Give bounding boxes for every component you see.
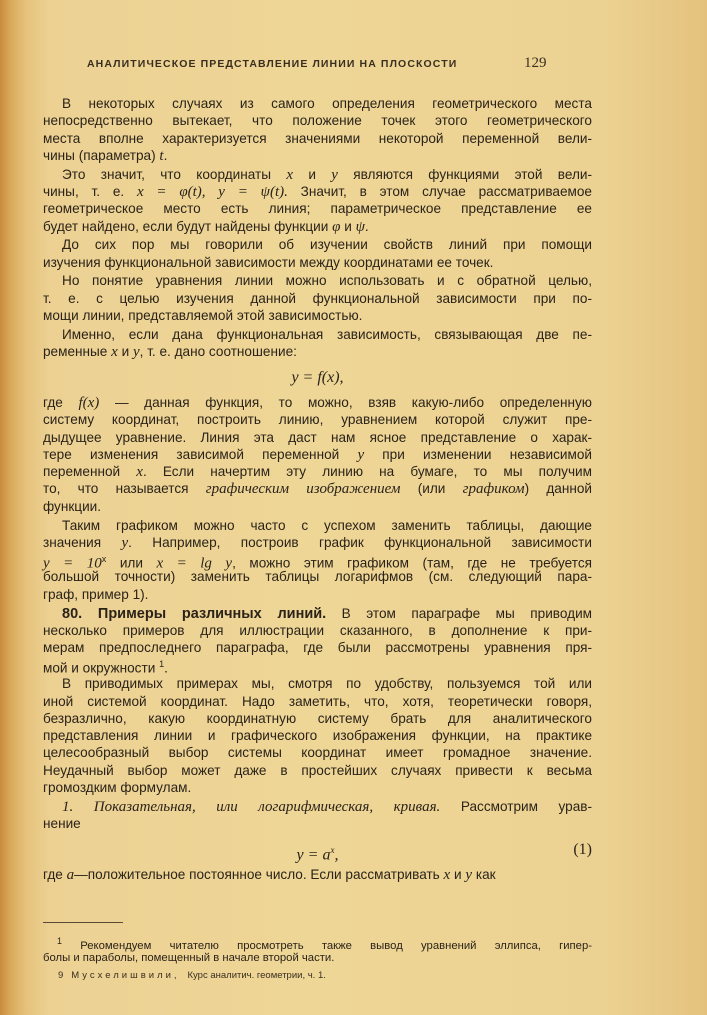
text-run: До сих пор мы говорили об изучении свойств линий при помощи bbox=[62, 237, 592, 253]
sheet-number: 9 bbox=[58, 970, 64, 981]
text-line bbox=[43, 166, 592, 183]
italic-text: x bbox=[136, 464, 143, 481]
text-line bbox=[43, 866, 592, 883]
text-run: —положительное постоянное число. Если рассматривать bbox=[74, 866, 444, 882]
text-run: чины (параметра) bbox=[43, 147, 160, 163]
italic-text: y = 10 bbox=[43, 555, 102, 572]
footnote-marker: 1 bbox=[57, 936, 63, 946]
italic-text: y bbox=[132, 344, 140, 361]
text-run: систему координат, построить линию, уравнением которой служит пре- bbox=[43, 412, 592, 428]
text-line bbox=[43, 200, 592, 217]
italic-text: φ bbox=[332, 218, 341, 235]
text-run: значения bbox=[43, 534, 122, 550]
text-line bbox=[43, 517, 592, 534]
formula-text: y = a bbox=[296, 846, 331, 864]
text-line bbox=[43, 112, 592, 129]
footnote-divider bbox=[43, 922, 123, 923]
text-run: мощи линии, представляемой этой зависимостью. bbox=[43, 308, 363, 324]
text-run: Именно, если дана функциональная зависимость, связывающая две пе- bbox=[62, 326, 592, 342]
text-line bbox=[43, 568, 592, 585]
text-run: несколько примеров для иллюстрации сказанного, в дополнение к при- bbox=[43, 622, 592, 638]
text-run: ) данной bbox=[524, 481, 593, 497]
superscript: 1 bbox=[159, 659, 165, 670]
text-run: граф, пример 1). bbox=[43, 586, 149, 602]
text-line bbox=[43, 498, 592, 515]
text-line bbox=[43, 586, 592, 603]
text-line bbox=[43, 272, 592, 289]
text-line bbox=[43, 675, 592, 692]
text-line bbox=[43, 429, 592, 446]
text-line bbox=[43, 798, 592, 815]
text-run: громоздким формулам. bbox=[43, 779, 192, 795]
text-run: непосредственно вытекает, что положение точек этого геометрического bbox=[43, 113, 592, 129]
page-number: 129 bbox=[524, 55, 547, 71]
signature-author: Мусхелишвили, bbox=[71, 970, 180, 981]
text-run: будет найдено, если будут найдены функции bbox=[43, 218, 333, 234]
text-run: Рассмотрим урав- bbox=[440, 798, 592, 814]
text-run: (или bbox=[400, 481, 463, 497]
text-run: мерам предпоследнего параграфа, где были рассмотрены уравнения пря- bbox=[43, 640, 592, 656]
paragraph bbox=[43, 675, 592, 796]
paragraph bbox=[43, 326, 592, 361]
text-run: , можно этим графиком (там, где не требуется bbox=[232, 555, 592, 571]
footnote bbox=[43, 934, 592, 969]
text-run: Но понятие уравнения линии можно использовать и с обратной целью, bbox=[62, 273, 592, 289]
text-line bbox=[43, 815, 592, 832]
text-line bbox=[43, 254, 592, 271]
italic-text: t bbox=[159, 147, 164, 164]
text-run: переменной bbox=[43, 464, 137, 480]
italic-text: y bbox=[357, 446, 365, 463]
text-line bbox=[43, 326, 592, 343]
text-run: представления линии и графического изображения функции, на практике bbox=[43, 728, 592, 744]
footnote-text: Рекомендуем читателю просмотреть также вывод уравнений эллипса, гипер- bbox=[80, 939, 592, 952]
text-run: при изменении независимой bbox=[364, 446, 592, 462]
text-run: мой и окружности bbox=[43, 660, 160, 676]
text-run: являются функциями этой вели- bbox=[337, 166, 592, 182]
text-line bbox=[43, 290, 592, 307]
paragraph bbox=[43, 866, 592, 883]
text-run: Это значит, что координаты bbox=[62, 166, 287, 182]
text-line bbox=[43, 480, 592, 497]
text-line bbox=[43, 727, 592, 744]
text-run: изучения функциональной зависимости между координатами ее точек. bbox=[43, 254, 494, 270]
text-run: . bbox=[164, 660, 168, 676]
formula bbox=[43, 834, 592, 866]
paragraph bbox=[43, 394, 592, 515]
text-line bbox=[43, 744, 592, 761]
text-run: Таким графиком можно часто с успехом заменить таблицы, дающие bbox=[62, 517, 592, 533]
text-run: места вполне характеризуется значениями некоторой переменной вели- bbox=[43, 130, 592, 146]
text-line bbox=[43, 710, 592, 727]
text-run: геометрическое место есть линия; параметрическое представление ее bbox=[43, 201, 592, 217]
text-run: и bbox=[293, 166, 332, 182]
formula-exponent: x bbox=[330, 844, 335, 855]
text-line bbox=[43, 130, 592, 147]
text-run: и bbox=[450, 866, 466, 882]
text-run: и bbox=[117, 344, 133, 360]
text-run: или bbox=[106, 555, 157, 571]
text-run: дыдущее уравнение. Линия эта даст нам ясное представление о харак- bbox=[43, 429, 592, 445]
text-run: и bbox=[340, 218, 356, 234]
paragraph bbox=[43, 517, 592, 603]
running-title: АНАЛИТИЧЕСКОЕ ПРЕДСТАВЛЕНИЕ ЛИНИИ НА ПЛОСКОСТИ bbox=[87, 58, 458, 70]
body-text bbox=[43, 95, 592, 885]
signature-title: Курс аналитич. геометрии, ч. 1. bbox=[187, 970, 326, 981]
text-line bbox=[43, 463, 592, 480]
text-line bbox=[43, 622, 592, 639]
text-line bbox=[43, 343, 592, 360]
italic-text: x = φ(t), y = ψ(t). bbox=[136, 183, 288, 200]
paragraph bbox=[43, 95, 592, 164]
italic-text: x = lg y bbox=[156, 555, 233, 572]
text-line bbox=[43, 656, 592, 676]
text-line bbox=[43, 183, 592, 200]
formula-punct: , bbox=[334, 846, 339, 864]
equation-number: (1) bbox=[573, 840, 592, 858]
italic-text: графическим изображением bbox=[205, 481, 401, 498]
text-line bbox=[43, 605, 592, 622]
paragraph bbox=[43, 166, 592, 235]
text-run: где bbox=[43, 866, 67, 882]
text-line bbox=[43, 236, 592, 253]
text-line bbox=[43, 394, 592, 411]
text-run: В приводимых примерах мы, смотря по удобству, пользуемся той или bbox=[62, 676, 592, 692]
text-run: как bbox=[472, 866, 496, 882]
paragraph bbox=[43, 236, 592, 271]
text-line bbox=[43, 779, 592, 796]
text-line bbox=[43, 147, 592, 164]
italic-text: f(x) bbox=[78, 394, 100, 411]
text-run: иной системой координат. Надо заметить, что, хотя, теоретически говоря, bbox=[43, 693, 592, 709]
footnote-line: болы и параболы, помещенный в начале второй части. bbox=[43, 952, 335, 965]
text-run: . Например, построив график функциональной зависимости bbox=[128, 534, 592, 550]
italic-text: y bbox=[121, 534, 129, 551]
text-line bbox=[43, 446, 592, 463]
text-run: т. е. с целью изучения данной функциональной зависимости при по- bbox=[43, 290, 592, 306]
italic-text: y bbox=[465, 866, 473, 883]
text-run: целесообразный выбор системы координат имеет громадное значение. bbox=[43, 745, 592, 761]
text-line bbox=[43, 307, 592, 324]
text-run: Значит, в этом случае рассматриваемое bbox=[287, 183, 592, 199]
text-line bbox=[43, 411, 592, 428]
italic-text: y bbox=[331, 166, 338, 183]
text-line bbox=[43, 95, 592, 112]
text-line bbox=[43, 693, 592, 710]
italic-text: ψ bbox=[355, 218, 365, 235]
section-heading: 80. Примеры различных линий. bbox=[62, 605, 327, 622]
text-line bbox=[43, 534, 592, 551]
footnote-line bbox=[43, 934, 592, 951]
text-run: нение bbox=[43, 816, 81, 832]
paragraph bbox=[43, 272, 592, 324]
text-run: . Если начертим эту линию на бумаге, то мы получим bbox=[142, 464, 592, 480]
text-run: ременные bbox=[43, 344, 112, 360]
text-run: В некоторых случаях из самого определения геометрического места bbox=[62, 96, 592, 111]
text-run: . bbox=[364, 218, 369, 234]
superscript: x bbox=[101, 554, 107, 565]
italic-text: x bbox=[443, 866, 451, 883]
italic-text: 1. Показательная, или логарифмическая, кривая. bbox=[62, 798, 441, 815]
text-run: тере изменения зависимой переменной bbox=[43, 446, 358, 462]
paragraph bbox=[43, 798, 592, 833]
text-run: то, что называется bbox=[43, 481, 206, 497]
text-run: большой точности) заменить таблицы логарифмов (см. следующий пара- bbox=[43, 569, 592, 585]
italic-text: графиком bbox=[462, 481, 525, 498]
text-run: функции. bbox=[43, 498, 102, 514]
paragraph bbox=[43, 605, 592, 674]
formula bbox=[43, 362, 592, 394]
formula-text: y = f(x), bbox=[291, 368, 344, 386]
text-line bbox=[43, 551, 592, 572]
text-run: безразлично, какую координатную систему брать для аналитического bbox=[43, 710, 592, 726]
text-run: . bbox=[163, 147, 168, 163]
text-run: Неудачный выбор может даже в простейших случаях привести к весьма bbox=[43, 762, 592, 778]
text-run: — данная функция, то можно, взяв какую-либо определенную bbox=[99, 394, 592, 410]
text-line bbox=[43, 639, 592, 656]
text-run: где bbox=[43, 394, 79, 410]
text-line bbox=[43, 762, 592, 779]
text-run: , т. е. дано соотношение: bbox=[139, 344, 297, 360]
text-run: чины, т. е. bbox=[43, 183, 137, 199]
printer-signature bbox=[58, 970, 326, 981]
italic-text: x bbox=[286, 166, 294, 183]
text-run: В этом параграфе мы приводим bbox=[326, 605, 593, 621]
italic-text: a bbox=[66, 866, 75, 883]
italic-text: x bbox=[111, 344, 118, 361]
text-line bbox=[43, 218, 592, 235]
